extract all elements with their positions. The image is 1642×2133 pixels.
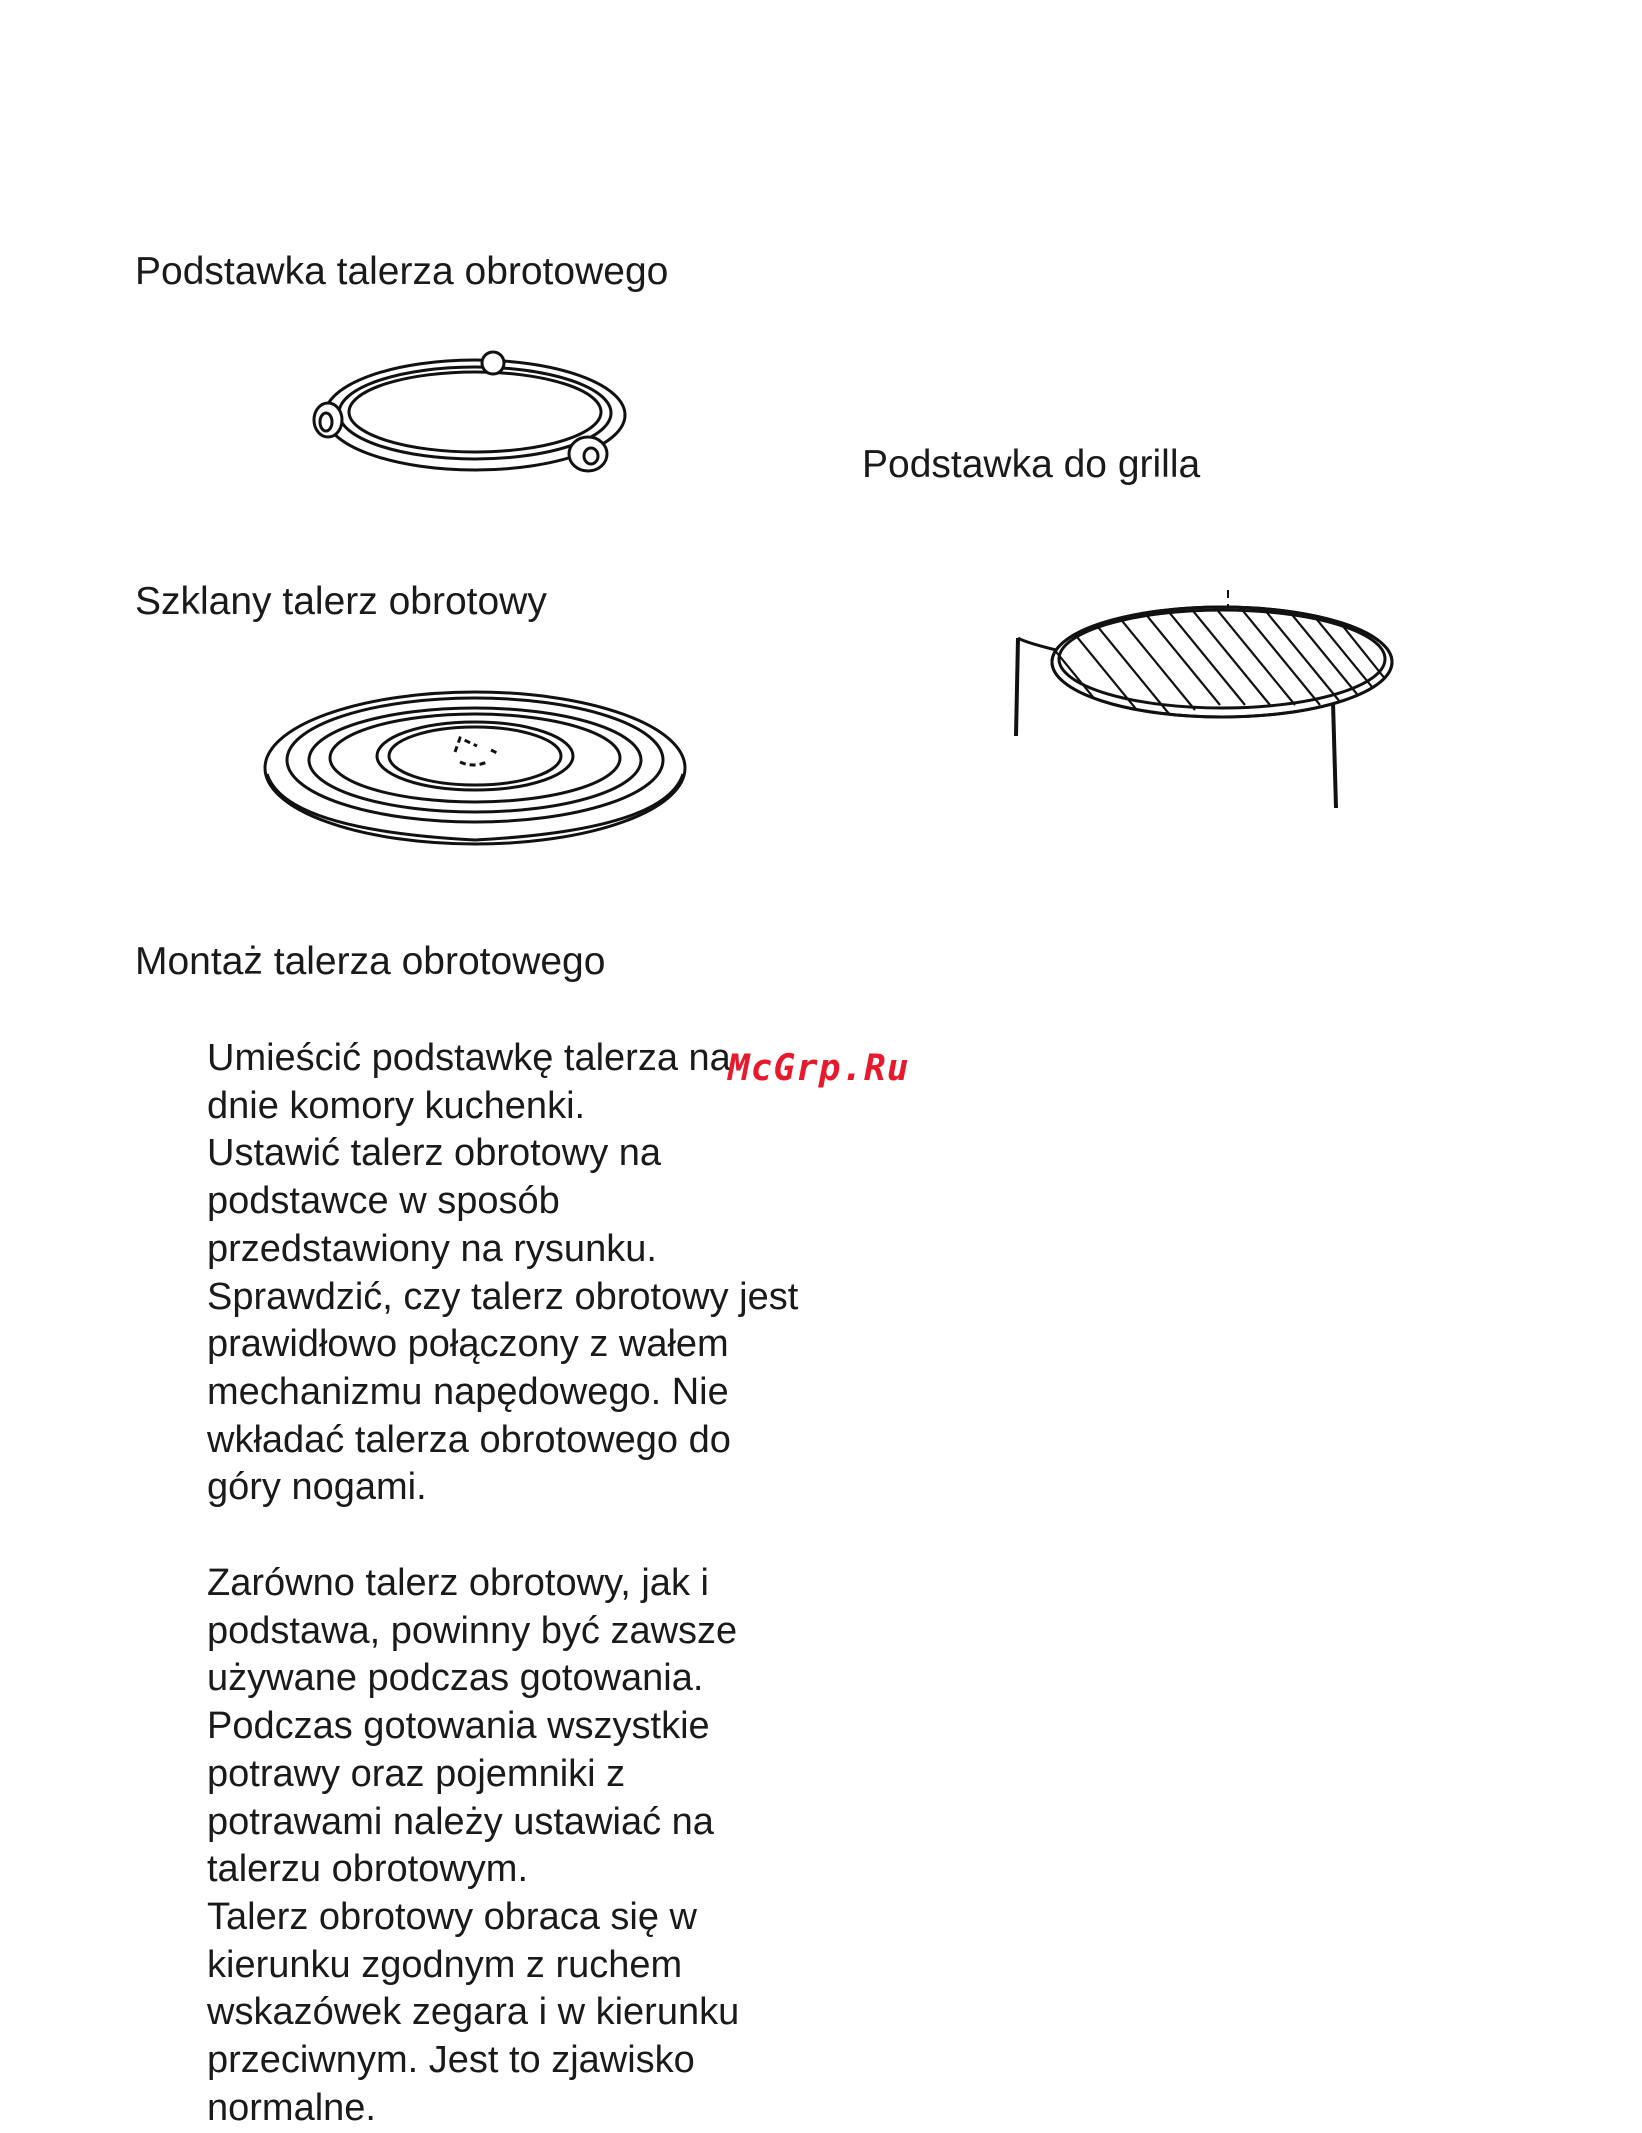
heading-grill-rack: Podstawka do grilla: [862, 443, 1201, 486]
text-line: prawidłowo połączony z wałem: [207, 1323, 729, 1366]
text-line: Sprawdzić, czy talerz obrotowy jest: [207, 1275, 799, 1318]
grill-rack-illustration: [1000, 580, 1400, 820]
heading-turntable-support: Podstawka talerza obrotowego: [135, 250, 669, 293]
text-line: wskazówek zegara i w kierunku: [207, 1991, 740, 2034]
paragraph-usage-notes: [207, 1560, 847, 2132]
heading-turntable-assembly: Montaż talerza obrotowego: [135, 940, 606, 983]
turntable-support-illustration: [310, 340, 640, 490]
text-line: Talerz obrotowy obraca się w: [207, 1895, 697, 1938]
text-line: używane podczas gotowania.: [207, 1657, 704, 1700]
text-line: Umieścić podstawkę talerza na: [207, 1037, 731, 1079]
text-line: podstawa, powinny być zawsze: [207, 1609, 738, 1652]
text-line: Zarówno talerz obrotowy, jak i: [207, 1562, 709, 1605]
text-line: normalne.: [207, 2086, 376, 2129]
text-line: mechanizmu napędowego. Nie: [207, 1370, 729, 1413]
paragraph-assembly-steps: [207, 1035, 847, 1512]
text-line: podstawce w sposób: [207, 1180, 560, 1223]
text-line: góry nogami.: [207, 1466, 427, 1509]
text-line: przedstawiony na rysunku.: [207, 1227, 657, 1270]
text-line: dnie komory kuchenki.: [207, 1084, 586, 1127]
assembly-instructions: [207, 1035, 847, 2132]
watermark: McGrp.Ru: [728, 1048, 910, 1089]
glass-turntable-illustration: [255, 670, 695, 850]
text-line: potrawy oraz pojemniki z: [207, 1752, 626, 1795]
heading-glass-turntable: Szklany talerz obrotowy: [135, 580, 547, 623]
text-line: potrawami należy ustawiać na: [207, 1800, 714, 1843]
text-line: przeciwnym. Jest to zjawisko: [207, 2039, 695, 2082]
text-line: wkładać talerza obrotowego do: [207, 1418, 731, 1461]
text-line: talerzu obrotowym.: [207, 1848, 529, 1891]
text-line: Podczas gotowania wszystkie: [207, 1705, 710, 1748]
text-line: Ustawić talerz obrotowy na: [207, 1132, 662, 1175]
text-line: kierunku zgodnym z ruchem: [207, 1943, 683, 1986]
